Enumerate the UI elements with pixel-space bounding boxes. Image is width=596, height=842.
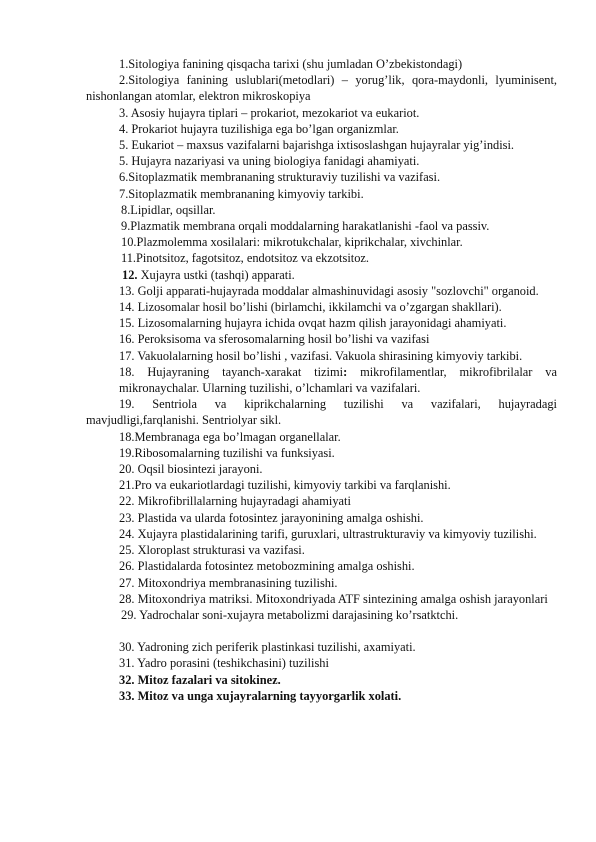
list-item: 21.Pro va eukariotlardagi tuzilishi, kimyoviy tarkibi va farqlanishi. <box>119 478 451 493</box>
list-item: 9.Plazmatik membrana orqali moddalarning harakatlanishi -faol va passiv. <box>121 219 490 234</box>
list-item: 14. Lizosomalar hosil bo’lishi (birlamchi, ikkilamchi va o’zgargan shakllari). <box>119 300 502 315</box>
list-item <box>86 267 557 283</box>
list-item: 5. Eukariot – maxsus vazifalarni bajarishga ixtisoslashgan hujayralar yig’indisi. <box>119 138 515 153</box>
list-item: 10.Plazmolemma xosilalari: mikrotukchalar, kiprikchalar, xivchinlar. <box>121 235 463 250</box>
list-item: 15. Lizosomalarning hujayra ichida ovqat hazm qilish jarayonidagi ahamiyati. <box>119 316 507 331</box>
list-item: 19. Sentriola va kiprikchalarning tuzilishi va vazifalari, hujayradagi mavjudligi,farqlanishi. Sentriolyar sikl. <box>86 397 557 428</box>
list-item: 8.Lipidlar, oqsillar. <box>121 202 216 217</box>
item-text: Xujayra ustki (tashqi) apparati. <box>140 267 295 282</box>
list-item: 17. Vakuolalarning hosil bo’lishi , vazifasi. Vakuola shirasining kimyoviy tarkibi. <box>119 348 523 363</box>
list-item: 33. Mitoz va unga xujayralarning tayyorgarlik xolati. <box>119 688 402 703</box>
list-item: 30. Yadroning zich periferik plastinkasi tuzilishi, axamiyati. <box>119 640 416 655</box>
list-item: 13. Golji apparati-hujayrada moddalar almashinuvidagi asosiy "sozlovchi" organoid. <box>119 283 539 298</box>
list-item: 24. Xujayra plastidalarining tarifi, guruxlari, ultrastrukturaviy va kimyoviy tuzilishi. <box>119 526 537 541</box>
item-number: 12. <box>122 267 138 282</box>
item-colon: : <box>343 364 348 379</box>
list-item: 23. Plastida va ularda fotosintez jarayonining amalga oshishi. <box>119 510 424 525</box>
blank-line <box>86 623 557 639</box>
item-text: 18. Hujayraning tayanch-xarakat tizimi <box>119 364 344 379</box>
list-item: 26. Plastidalarda fotosintez metobozmining amalga oshishi. <box>119 559 415 574</box>
list-item: 29. Yadrochalar soni-xujayra metabolizmi darajasining ko’rsatktchi. <box>121 607 459 622</box>
list-item: 2.Sitologiya fanining uslublari(metodlari) – yorug’lik, qora-maydonli, lyuminisent, nishonlangan atomlar, elektron mikroskopiya <box>86 73 557 104</box>
list-item: 6.Sitoplazmatik membrananing strukturaviy tuzilishi va vazifasi. <box>119 170 441 185</box>
list-item: 22. Mikrofibrillalarning hujayradagi ahamiyati <box>119 494 351 509</box>
list-item: 25. Xloroplast strukturasi va vazifasi. <box>119 543 305 558</box>
list-item: 27. Mitoxondriya membranasining tuzilishi. <box>119 575 338 590</box>
item-text: mikrofilamentlar, mikrofibrilalar va mikronaychalar. Ularning tuzilishi, o’lchamlari va vazifalari. <box>119 364 557 396</box>
list-item: 4. Prokariot hujayra tuzilishiga ega bo’lgan organizmlar. <box>119 121 399 136</box>
list-item: 3. Asosiy hujayra tiplari – prokariot, mezokariot va eukariot. <box>119 105 420 120</box>
list-item: 32. Mitoz fazalari va sitokinez. <box>119 672 281 687</box>
list-item: 11.Pinotsitoz, fagotsitoz, endotsitoz va ekzotsitoz. <box>121 251 369 266</box>
list-item: 7.Sitoplazmatik membrananing kimyoviy tarkibi. <box>119 186 364 201</box>
list-item: 19.Ribosomalarning tuzilishi va funksiyasi. <box>119 445 335 460</box>
list-item: 5. Hujayra nazariyasi va uning biologiya fanidagi ahamiyati. <box>119 154 420 169</box>
list-item: 28. Mitoxondriya matriksi. Mitoxondriyada ATF sintezining amalga oshish jarayonlari <box>119 591 548 606</box>
list-item <box>86 364 557 396</box>
list-item: 20. Oqsil biosintezi jarayoni. <box>119 462 263 477</box>
list-item: 1.Sitologiya fanining qisqacha tarixi (shu jumladan O’zbekistondagi) <box>119 57 463 71</box>
question-list <box>86 56 557 704</box>
list-item: 18.Membranaga ega bo’lmagan organellalar. <box>119 429 341 444</box>
list-item: 16. Peroksisoma va sferosomalarning hosil bo’lishi va vazifasi <box>119 332 430 347</box>
list-item: 31. Yadro porasini (teshikchasini) tuzilishi <box>119 656 329 671</box>
